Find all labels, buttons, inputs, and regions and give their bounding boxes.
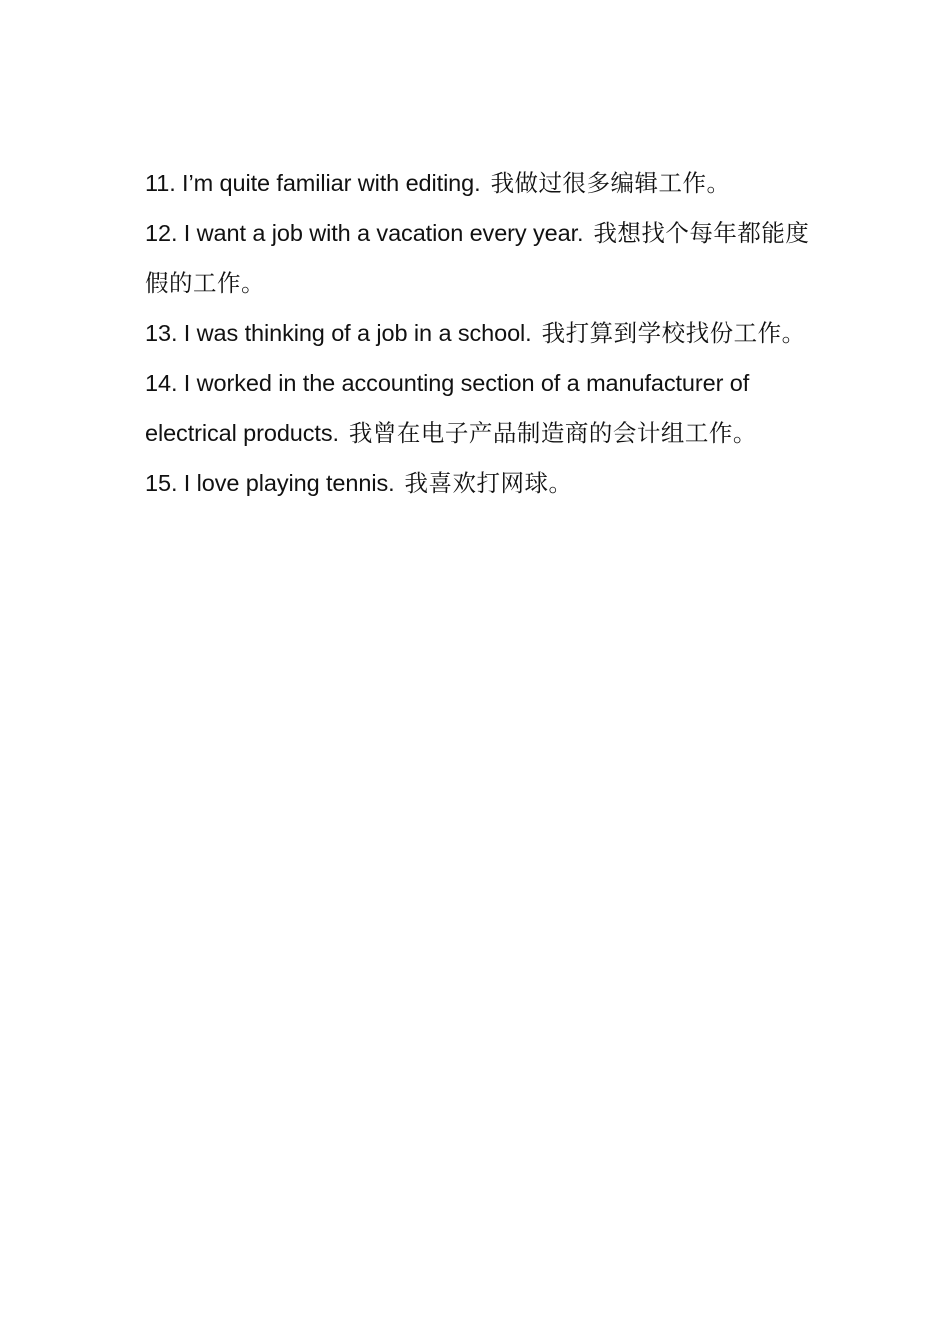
sentence-entry (145, 158, 813, 208)
english-sentence: 15. I love playing tennis. (145, 470, 395, 496)
sentence-entry (145, 458, 813, 508)
chinese-translation: 我做过很多编辑工作。 (490, 169, 731, 197)
english-sentence: 14. I worked in the accounting section of a manufacturer of electrical products. (145, 370, 750, 446)
chinese-translation: 我想找个每年都能度假的工作。 (145, 219, 810, 297)
chinese-translation: 我曾在电子产品制造商的会计组工作。 (348, 419, 757, 447)
english-sentence: 13. I was thinking of a job in a school. (145, 320, 532, 346)
english-sentence: 11. I’m quite familiar with editing. (145, 170, 481, 196)
chinese-translation: 我喜欢打网球。 (404, 469, 573, 497)
sentence-entry (145, 208, 813, 308)
sentence-entry (145, 358, 813, 458)
chinese-translation: 我打算到学校找份工作。 (541, 319, 806, 347)
sentence-entry (145, 308, 813, 358)
sentence-list (145, 158, 813, 508)
english-sentence: 12. I want a job with a vacation every year. (145, 220, 584, 246)
